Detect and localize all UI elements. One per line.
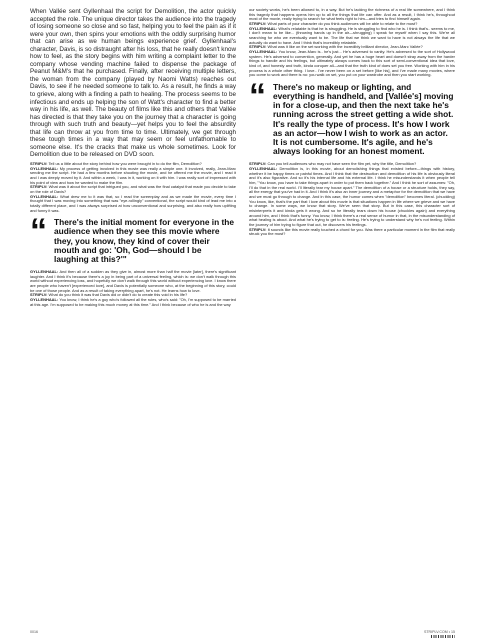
- right-column: [249, 8, 455, 237]
- speaker-label: STRIPLV:: [249, 44, 267, 50]
- site-page-label: STRIPLV.COM • 15: [423, 630, 455, 634]
- speaker-label: STRIPLV:: [30, 292, 48, 298]
- open-double-quote-icon: “: [30, 212, 47, 251]
- lead-paragraph: When Vallée sent Gyllenhaal the script for Demolition, the actor quickly accepted the role. The unique director takes the audience into the tragedy of losing someone so close and so fast, helping you to feel the pain as if it were your own, then spins your emotions with the oddly surprising humor that can arise as we human beings experience grief. Gyllenhaal's character, Davis, is so distraught after his loss, that he really doesn't know how to feel, as the story begins with him writing a complaint letter to the company whose vending machine failed to dispense the package of Peanut M&M's that he purchased. Finally, after receiving multiple letters, the woman from the company (played by Naomi Watts) reaches out Davis, to see if he needed someone to talk to. As a result, he finds a way to grieve, along with a finding a path to healing. The process seems to be infectious and ends up helping the son of Watt's character to find a better way in his life, as well. The beauty of films like this and others that Vallée has directed is that they take you on the journey that a character is going through with such truth and beauty—yet helps you to feel the absurdity that life can throw at you from time to time. Ultimately, we get through these tough times in a way that may seem or feel unfathomable to someone else. It's the cracks that make us whole sometimes. Look for Demolition due to be released on DVD soon.: [30, 8, 236, 159]
- pull-quote-text: There's no makeup or lighting, and everything is handheld, and [Vallée's] moving in for a close-up, and then the next take he's running across the street getting a wide shot. It's really the type of process. It's how I work as an actor—how I wish to work as an actor. It is not cumbersome. It's agile, and he's always looking for an honest moment.: [273, 81, 454, 157]
- speaker-label: GYLLENHAAL:: [30, 297, 59, 303]
- interview-entry: [30, 167, 236, 186]
- speech-text: You know, I think he's a guy who's followed all the rules, who's said: "Oh, I'm supposed to be married at this age. I'm supposed to be making this much money at this time." And I think because of who he is and the way: [30, 297, 236, 307]
- interview-entry: [249, 228, 455, 237]
- speech-text: You know, Jean-Marc is.. he's just... He's adversed to vanity. He's adversed to the sort of Hollywood system. He's adversed to convention, generally. And yet he has a huge heart and doesn't stray away from the harder things to handle and his feelings, but ultimately always comes back to this sort of semi-conventional idea that love, kind of, and honesty and truth, kinda conquer all—and that the truth kind of does set you free. Working with him in his process is a whole other thing. I love.. I've never been on a set before [like his], and I've made many movies, where you come to work and there is no: you walk on set, you put on your wardrobe and then you start working.: [249, 48, 455, 78]
- speaker-label: GYLLENHAAL:: [30, 193, 59, 199]
- speech-text: our society works, he's been allowed to, in a way. But he's lacking the richness of a real life somewhere, and I think this tragedy that happens opens him up to all the things that life can offer. And as a result, I think he's, throughout most of the movie, really trying to search for what feels right to him—and tries to find himself again.: [249, 7, 455, 22]
- speech-text: What do you think it was that Davis did or didn't do to create this void in his life?: [48, 292, 188, 298]
- interview-block-top-left: [30, 162, 236, 213]
- speaker-label: GYLLENHAAL:: [30, 165, 59, 171]
- interview-entry: [30, 298, 236, 307]
- speaker-label: GYLLENHAAL:: [249, 166, 278, 172]
- footer-right: [424, 630, 455, 639]
- speech-text: Demolition is, in this movie, about demolishing things that existed before—things with history, whether it be happy times or painful times. And I think that the destruction and demolition of his life is obviously literal and it's also figurative. And so it's his internal life and his external life. I think he misunderstands it when people tell him, "You know, you have to take things apart in order to put them back together." And I think he sort of assumes: "Oh, I'll do that in the real world. I'll literally tear my house apart." The demolition of a house or a structure holds, they say, all the energy that you've had in it. And I think it's also an inner journey and a metaphor for the demolition that we have and we must go through to change. And in this case, the humor comes when "demolition" becomes literal. (chuckling) You know, like, that's the part that I love about this movie is that situations happen in life where we grieve and we have to change. In some ways, we know that story. We've seen that story. But in this case, this character sort of misinterprets it and kinda gets it wrong. And so he literally tears down his house (chuckles again) and everything around him, and I think that's funny. You know, I think there's a real sense of humor in that, in the misunderstanding of what healing is about. And what he's trying to get to is: feeling. He's trying to understand why he's not feeling. Within the journey of him trying to figure that out, he discovers his feelings.: [249, 166, 455, 227]
- pull-quote-left: [30, 212, 236, 264]
- interview-block-top-right: [249, 8, 455, 78]
- speech-text: It sounds like this movie really touched a chord for you. Was there a particular moment in the film that really struck you the most?: [249, 226, 455, 237]
- speech-text: Tell us a little about the story behind how you were brought in to do the film, Demolition?: [48, 160, 202, 166]
- interview-entry: [249, 27, 455, 46]
- speech-text: What drew me to it was that, so I read the screenplay and as we made the movie, every time I thought that I was moving into something that was "eye-rollingly" conventional, the script would kind of lead me into a totally different place, and I was always surprised at how unconventional and surprising, and also really how uplifting and funny it was.: [30, 193, 236, 213]
- open-double-quote-icon: “: [249, 76, 266, 115]
- speaker-label: STRIPLV:: [249, 226, 267, 232]
- speaker-label: STRIPLV:: [30, 184, 48, 190]
- speech-text: What was it about the script that intrigued you, and what was the final catalyst that made you decide to take on the role of Davis?: [30, 184, 236, 194]
- speaker-label: GYLLENHAAL:: [249, 25, 278, 31]
- speaker-label: GYLLENHAAL:: [30, 269, 59, 275]
- left-column: [30, 8, 236, 307]
- speech-text: What parts of your character do you think audiences will be able to relate to the most?: [267, 20, 418, 26]
- page-number-left: 0016: [30, 630, 38, 634]
- speaker-label: STRIPLV:: [249, 20, 267, 26]
- interview-block-bottom-right: [249, 162, 455, 237]
- speech-text: And then all of a sudden as they give in, almost more than half the movie [later], there's significant laughter. And I think it's because there's a joy in being part of a universal feeling, which is: we don't walk through this world without experiencing loss, and hopefully we don't walk through this world without experiencing love. I know there are people who haven't [experienced love], and Davis is potentially someone who, at the beginning of this story, could be one of those people. And as a result of taking everything apart, he's not. He learns how to love.: [30, 269, 236, 293]
- barcode-icon: [431, 635, 455, 638]
- speaker-label: STRIPLV:: [30, 160, 48, 166]
- speech-text: My process of getting involved in this movie was really a simple one. It involved, really, Jean-Marc sending me the script. He had a few months before shooting the movie, and he offered me the movie, and I read it and I was deeply moved by it. And within a week, I was in it, working on it with him. I was really sort of impressed with his point of view and how he wanted to make the film.: [30, 165, 236, 185]
- speech-text: What was it like on the set working with the incredibly brilliant director, Jean-Marc Vallée?: [267, 44, 423, 50]
- interview-entry: [30, 195, 236, 214]
- pull-quote-text: There's the initial moment for everyone in the audience when they see this movie where they, you know, they kind of cover their mouth and go: 'Oh, God—should I be laughing at this?'": [54, 217, 235, 264]
- interview-entry: [249, 8, 455, 22]
- speaker-label: GYLLENHAAL:: [249, 48, 278, 54]
- pull-quote-right: [249, 76, 455, 157]
- interview-entry: [30, 270, 236, 293]
- interview-entry: [249, 50, 455, 78]
- speech-text: What's relatable is that he is struggling. He is struggling to find who he is. I think that's.. seems to me, I don't mean to be like... (throwing hands up in the air—shrugging) I speak for myself when I say this. We're all searching for who we eventually want to be. The life that we think we want to have is not always the life that we actually do want to have. And I think that's incredibly relatable.: [249, 25, 455, 45]
- interview-entry: [249, 167, 455, 228]
- speech-text: Can you tell audiences who may not have seen the film yet, why the title, Demolition?: [267, 161, 417, 167]
- interview-block-bottom-left: [30, 270, 236, 307]
- speaker-label: STRIPLV:: [249, 161, 267, 167]
